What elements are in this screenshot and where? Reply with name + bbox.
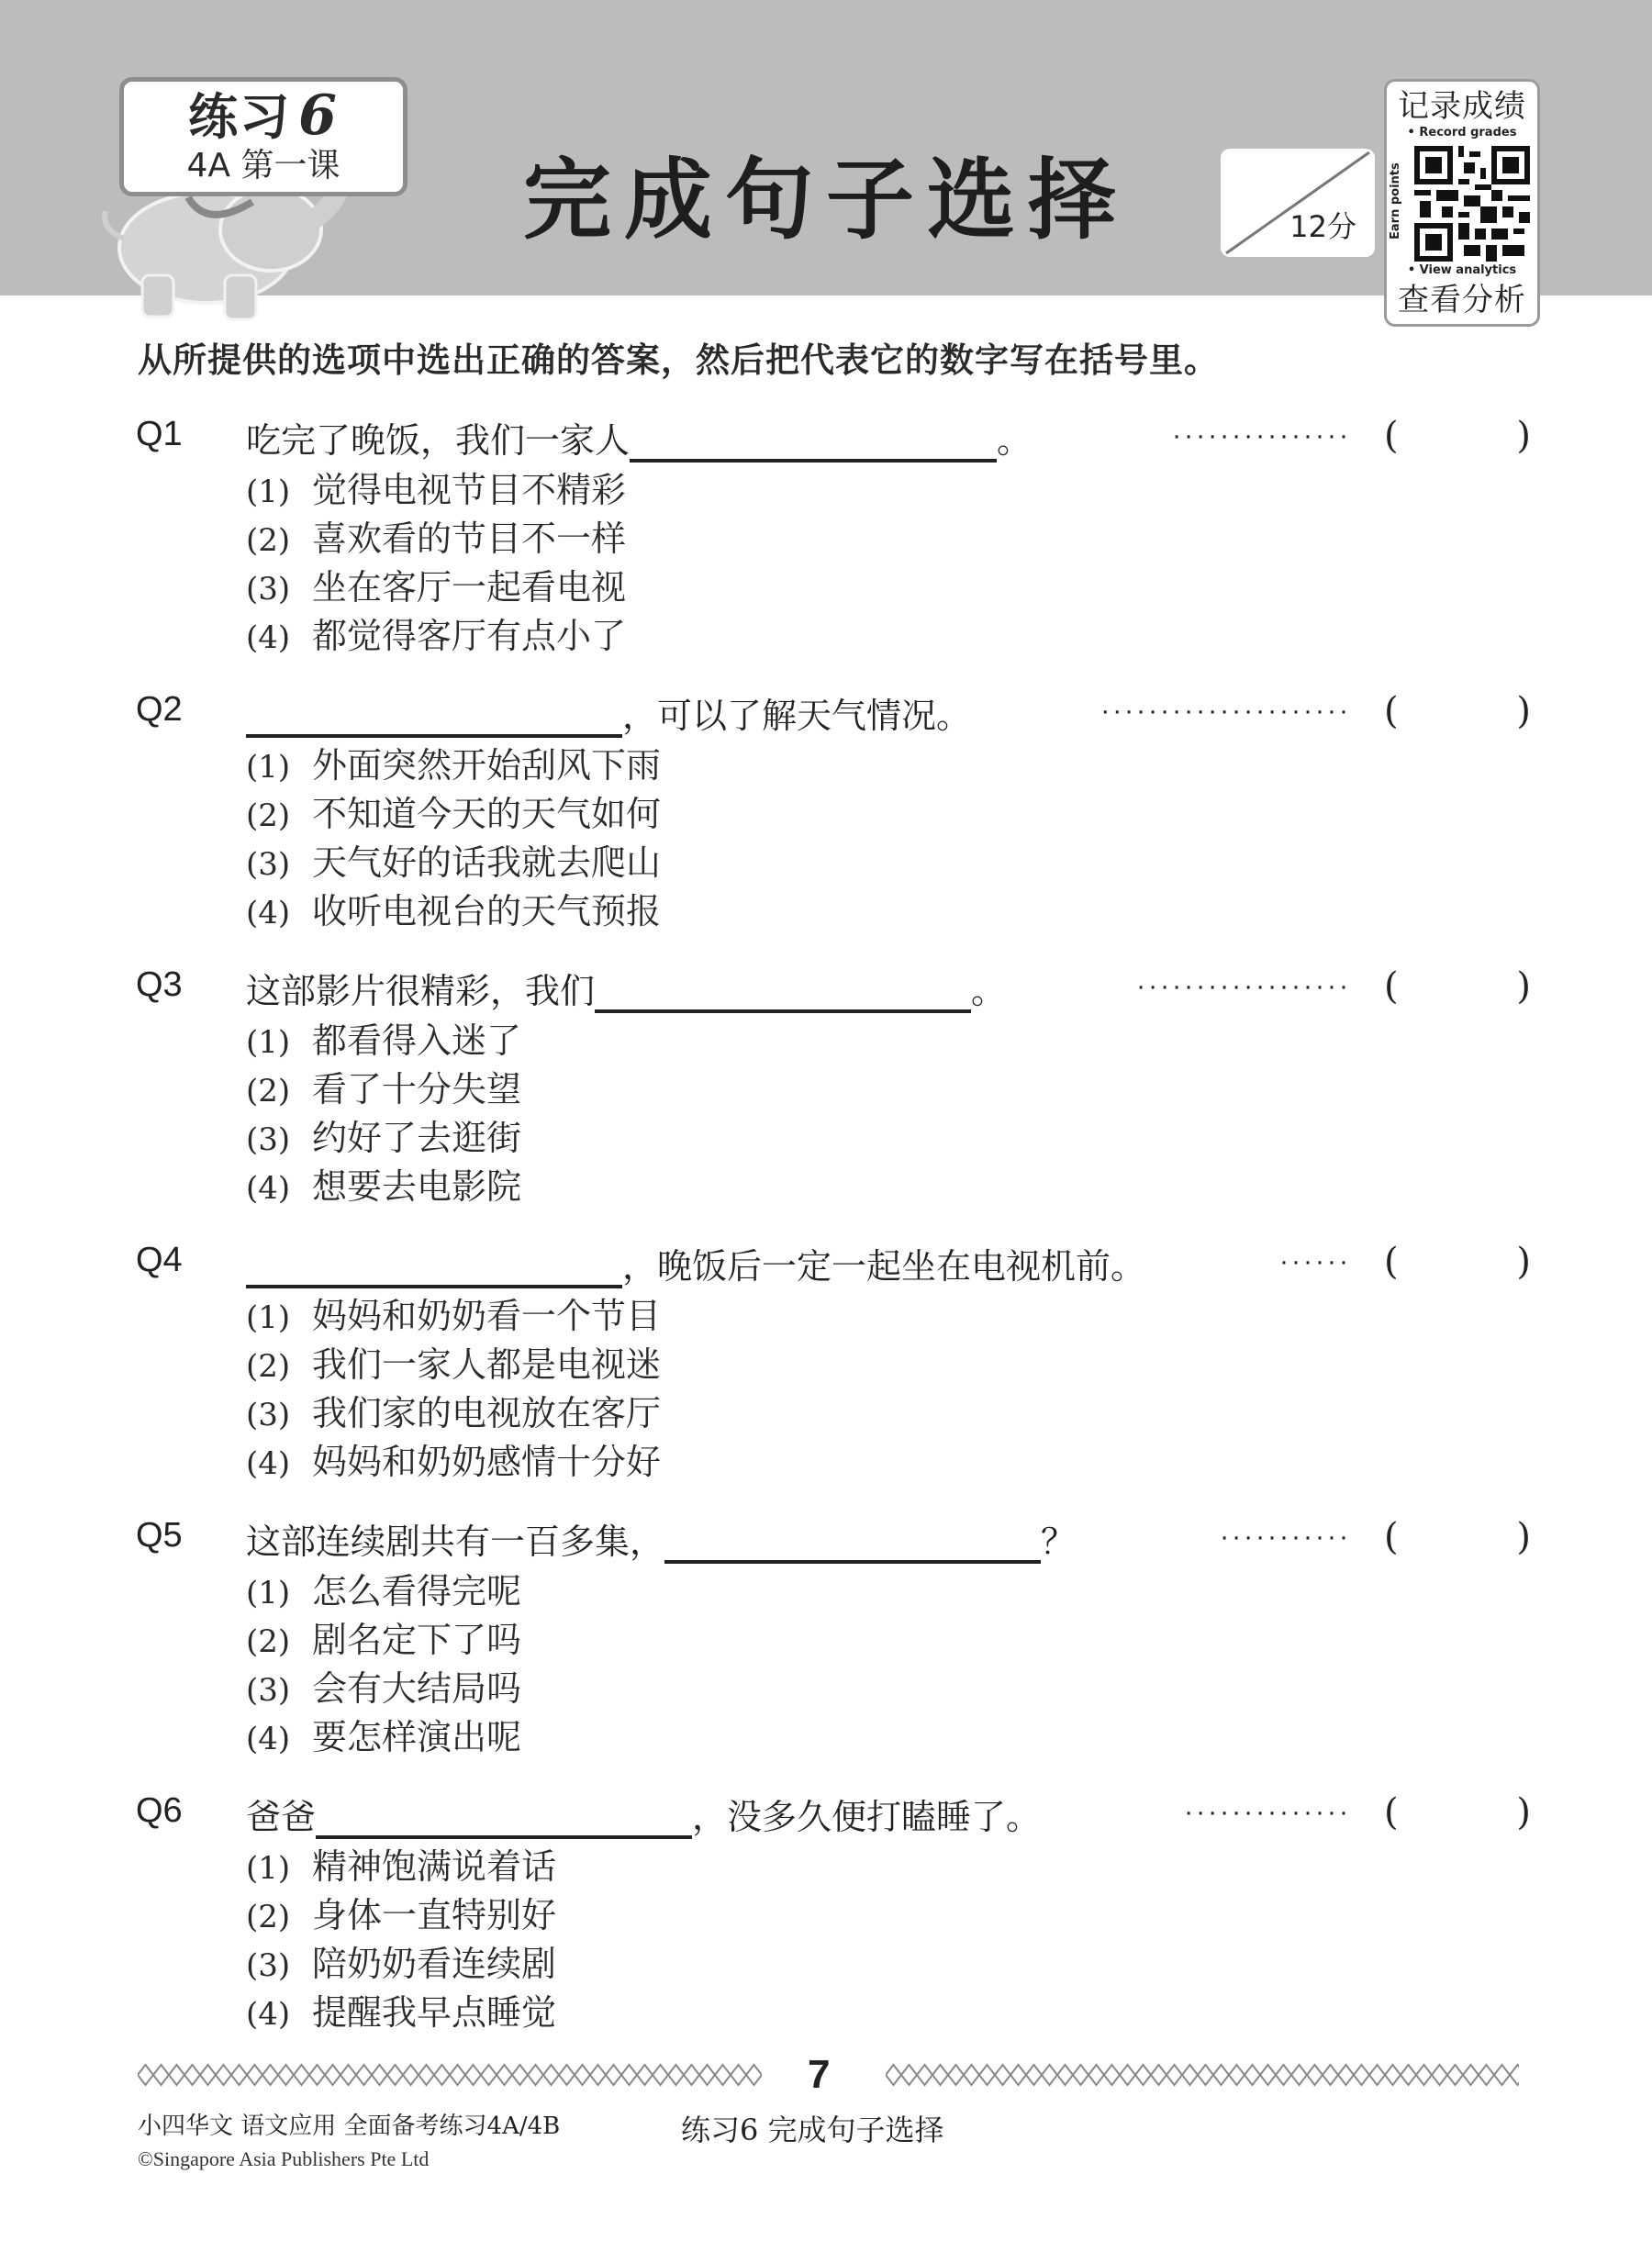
option-number: (1) — [246, 1850, 291, 1887]
question-1 — [136, 411, 1531, 677]
option-text: 陪奶奶看连续剧 — [312, 1944, 557, 1984]
option-text: 外面突然开始刮风下雨 — [312, 745, 662, 786]
option-text: 怎么看得完呢 — [312, 1571, 522, 1611]
option-list — [246, 1567, 521, 1762]
option-number: (1) — [246, 749, 291, 786]
question-5 — [136, 1512, 1531, 1778]
stem-before: 这部连续剧共有一百多集， — [246, 1522, 665, 1562]
qr-record-grades: • Record grades — [1407, 126, 1517, 139]
leader-dots: ··············· — [1172, 420, 1351, 451]
option-number: (3) — [246, 571, 291, 608]
option-number: (4) — [246, 1170, 291, 1207]
bracket-left: ( — [1384, 1516, 1399, 1558]
option-1 — [246, 1017, 521, 1065]
question-number: Q2 — [136, 690, 183, 729]
qr-view-analytics: • View analytics — [1407, 263, 1517, 277]
option-text: 精神饱满说着话 — [312, 1846, 557, 1887]
bracket-left: ( — [1384, 415, 1399, 457]
option-4 — [246, 612, 626, 661]
question-row — [136, 962, 1531, 1019]
answer-blank[interactable] — [316, 1799, 692, 1839]
answer-bracket[interactable] — [1384, 415, 1531, 463]
option-3 — [246, 563, 626, 612]
option-text: 提醒我早点睡觉 — [312, 1992, 557, 2033]
stem-before: 爸爸 — [246, 1797, 317, 1837]
option-1 — [246, 741, 661, 790]
option-text: 天气好的话我就去爬山 — [312, 842, 662, 883]
option-text: 不知道今天的天气如何 — [312, 794, 662, 834]
option-text: 身体一直特别好 — [312, 1895, 557, 1935]
leader-dots: ······ — [1279, 1246, 1351, 1277]
instructions: 从所提供的选项中选出正确的答案，然后把代表它的数字写在括号里。 — [138, 340, 1219, 380]
bracket-left: ( — [1384, 1791, 1399, 1834]
option-list — [246, 741, 661, 936]
answer-blank[interactable] — [246, 697, 622, 738]
bracket-right: ) — [1516, 965, 1531, 1008]
exercise-label — [119, 77, 407, 196]
elephant-illustration — [87, 174, 381, 321]
option-3 — [246, 1665, 521, 1713]
option-text: 会有大结局吗 — [312, 1668, 522, 1709]
question-number: Q1 — [136, 415, 183, 453]
leader-dots: ·············· — [1184, 1797, 1351, 1827]
option-number: (2) — [246, 1623, 291, 1660]
answer-blank[interactable] — [246, 1248, 622, 1288]
option-list — [246, 1017, 521, 1211]
option-number: (3) — [246, 1672, 291, 1709]
option-text: 坐在客厅一起看电视 — [312, 567, 627, 608]
option-1 — [246, 1567, 521, 1616]
stem-before: 吃完了晚饭，我们一家人 — [246, 420, 631, 461]
qr-code-icon[interactable] — [1414, 146, 1530, 262]
score-box[interactable] — [1221, 149, 1375, 257]
footer-copyright: ©Singapore Asia Publishers Pte Ltd — [138, 2147, 430, 2170]
leader-dots: ··········· — [1220, 1522, 1351, 1552]
stem-after: 。 — [971, 971, 1007, 1011]
question-stem — [246, 962, 1006, 1013]
question-6 — [136, 1788, 1531, 2054]
option-number: (3) — [246, 1397, 291, 1433]
question-stem — [246, 686, 971, 738]
question-stem — [246, 1788, 1041, 1839]
option-text: 我们家的电视放在客厅 — [312, 1393, 662, 1433]
question-number: Q6 — [136, 1791, 183, 1830]
question-row — [136, 1788, 1531, 1845]
leader-dots: ·················· — [1136, 971, 1351, 1001]
question-row — [136, 686, 1531, 743]
option-number: (2) — [246, 1073, 291, 1109]
option-list — [246, 466, 626, 661]
option-number: (4) — [246, 1721, 291, 1757]
question-row — [136, 1512, 1531, 1569]
lesson-label: 4A 第一课 — [186, 147, 340, 184]
option-number: (4) — [246, 619, 291, 656]
total-score: 12分 — [1289, 209, 1356, 244]
bracket-right: ) — [1516, 1516, 1531, 1558]
question-3 — [136, 962, 1531, 1228]
answer-blank[interactable] — [630, 422, 997, 463]
qr-bottom-label: 查看分析 — [1398, 282, 1526, 318]
option-list — [246, 1292, 661, 1487]
option-2 — [246, 1616, 521, 1665]
question-number: Q4 — [136, 1241, 183, 1279]
qr-earn-points: Earn points — [1389, 162, 1402, 240]
option-2 — [246, 1891, 556, 1940]
stem-after: ？ — [1041, 1522, 1077, 1562]
option-number: (1) — [246, 1024, 291, 1061]
question-4 — [136, 1237, 1531, 1503]
option-3 — [246, 1389, 661, 1438]
option-number: (2) — [246, 522, 291, 559]
answer-bracket[interactable] — [1384, 1516, 1531, 1564]
option-text: 妈妈和奶奶感情十分好 — [312, 1442, 662, 1482]
bracket-right: ) — [1516, 690, 1531, 732]
question-stem — [246, 1512, 1076, 1564]
bracket-left: ( — [1384, 690, 1399, 732]
option-1 — [246, 466, 626, 515]
option-3 — [246, 1940, 556, 1989]
question-row — [136, 411, 1531, 468]
stem-after: ，没多久便打瞌睡了。 — [692, 1797, 1042, 1837]
option-text: 都觉得客厅有点小了 — [312, 616, 627, 656]
option-text: 要怎样演出呢 — [312, 1717, 522, 1757]
question-number: Q3 — [136, 965, 183, 1004]
footer-book-title: 小四华文 语文应用 全面备考练习4A/4B — [138, 2113, 561, 2140]
option-number: (4) — [246, 895, 291, 931]
option-number: (4) — [246, 1445, 291, 1482]
exercise-title — [124, 84, 403, 148]
option-number: (3) — [246, 1947, 291, 1984]
option-text: 都看得入迷了 — [312, 1020, 522, 1061]
option-text: 看了十分失望 — [312, 1069, 522, 1109]
option-1 — [246, 1292, 661, 1341]
option-4 — [246, 887, 661, 936]
option-2 — [246, 1341, 661, 1389]
answer-blank[interactable] — [595, 973, 971, 1013]
question-2 — [136, 686, 1531, 953]
footer-section-title: 练习6 完成句子选择 — [681, 2113, 944, 2147]
option-text: 想要去电影院 — [312, 1166, 522, 1207]
bracket-right: ) — [1516, 1241, 1531, 1283]
bracket-left: ( — [1384, 965, 1399, 1008]
option-text: 我们一家人都是电视迷 — [312, 1344, 662, 1385]
option-text: 收听电视台的天气预报 — [312, 891, 662, 931]
option-3 — [246, 839, 661, 887]
leader-dots: ····················· — [1100, 696, 1351, 726]
qr-card[interactable] — [1384, 79, 1540, 327]
exercise-number: 6 — [298, 84, 339, 148]
bracket-left: ( — [1384, 1241, 1399, 1283]
question-stem — [246, 411, 1032, 463]
option-number: (3) — [246, 846, 291, 883]
bracket-right: ) — [1516, 1791, 1531, 1834]
answer-blank[interactable] — [664, 1523, 1041, 1564]
option-4 — [246, 1713, 521, 1762]
option-4 — [246, 1163, 521, 1211]
option-4 — [246, 1989, 556, 2037]
option-number: (1) — [246, 1575, 291, 1611]
option-number: (2) — [246, 1348, 291, 1385]
option-1 — [246, 1843, 556, 1891]
answer-bracket[interactable] — [1384, 690, 1531, 738]
option-number: (2) — [246, 1899, 291, 1935]
stem-after: ，可以了解天气情况。 — [622, 696, 972, 736]
option-list — [246, 1843, 556, 2037]
stem-after: ，晚饭后一定一起坐在电视机前。 — [622, 1246, 1146, 1287]
option-3 — [246, 1114, 521, 1163]
option-text: 妈妈和奶奶看一个节目 — [312, 1296, 662, 1336]
qr-top-label: 记录成绩 — [1398, 88, 1526, 125]
option-number: (2) — [246, 797, 291, 834]
page-number: 7 — [808, 2052, 831, 2097]
exercise-title-text: 练习 — [188, 88, 292, 146]
footer-diamond-rule-right — [886, 2063, 1519, 2087]
page-title: 完成句子选择 — [523, 149, 1129, 251]
option-text: 约好了去逛街 — [312, 1118, 522, 1158]
footer-diamond-rule-left — [138, 2063, 762, 2087]
answer-bracket[interactable] — [1384, 965, 1531, 1013]
option-2 — [246, 515, 626, 563]
option-text: 剧名定下了吗 — [312, 1620, 522, 1660]
option-number: (1) — [246, 1299, 291, 1336]
answer-bracket[interactable] — [1384, 1791, 1531, 1839]
bracket-right: ) — [1516, 415, 1531, 457]
answer-bracket[interactable] — [1384, 1241, 1531, 1288]
question-number: Q5 — [136, 1516, 183, 1555]
option-2 — [246, 1065, 521, 1114]
option-2 — [246, 790, 661, 839]
stem-after: 。 — [997, 420, 1032, 461]
option-number: (4) — [246, 1996, 291, 2033]
option-text: 觉得电视节目不精彩 — [312, 470, 627, 510]
question-stem — [246, 1237, 1145, 1288]
option-4 — [246, 1438, 661, 1487]
option-number: (3) — [246, 1121, 291, 1158]
option-number: (1) — [246, 474, 291, 510]
question-row — [136, 1237, 1531, 1294]
stem-before: 这部影片很精彩，我们 — [246, 971, 596, 1011]
option-text: 喜欢看的节目不一样 — [312, 518, 627, 559]
